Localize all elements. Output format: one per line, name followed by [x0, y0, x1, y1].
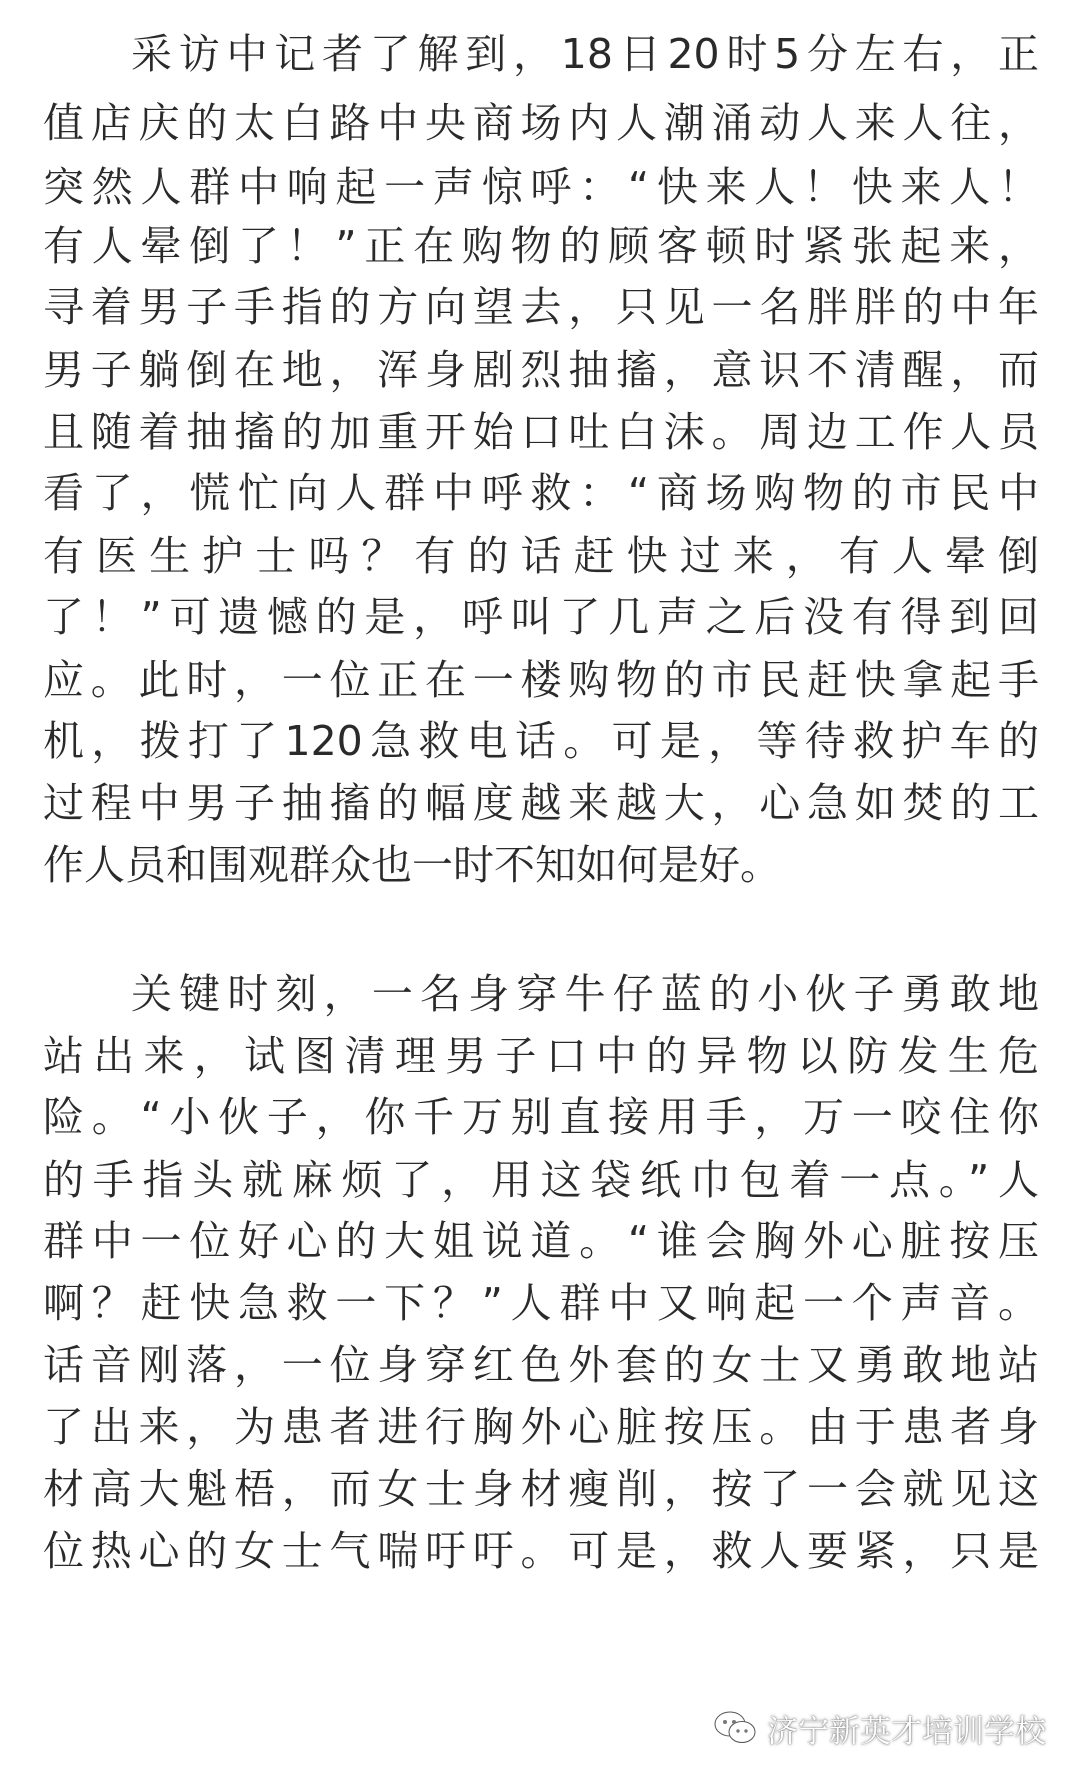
text-line: 男子躺倒在地，浑身剧烈抽搐，意识不清醒，而: [43, 346, 1039, 394]
text-line: 采访中记者了解到，18日20时5分左右，正: [131, 30, 1039, 78]
text-line: 啊？赶快急救一下？”人群中又响起一个声音。: [43, 1279, 1039, 1327]
text-line: 有医生护士吗？有的话赶快过来，有人晕倒: [43, 532, 1039, 580]
watermark-text: 济宁新英才培训学校: [767, 1713, 1046, 1750]
text-line: 险。“小伙子，你千万别直接用手，万一咬住你: [43, 1093, 1039, 1141]
text-line: 的手指头就麻烦了，用这袋纸巾包着一点。”人: [43, 1156, 1039, 1204]
text-line: 突然人群中响起一声惊呼：“快来人！快来人！: [43, 163, 1039, 211]
text-line: 应。此时，一位正在一楼购物的市民赶快拿起手: [43, 656, 1039, 704]
text-line: 了出来，为患者进行胸外心脏按压。由于患者身: [43, 1403, 1039, 1451]
text-line: 作人员和围观群众也一时不知如何是好。: [43, 841, 781, 889]
text-line: 站出来，试图清理男子口中的异物以防发生危: [43, 1032, 1039, 1080]
text-line: 寻着男子手指的方向望去，只见一名胖胖的中年: [43, 283, 1039, 331]
text-line: 有人晕倒了！”正在购物的顾客顿时紧张起来，: [43, 222, 1039, 270]
text-line: 了！”可遗憾的是，呼叫了几声之后没有得到回: [43, 593, 1039, 641]
text-line: 看了，慌忙向人群中呼救：“商场购物的市民中: [43, 469, 1039, 517]
wechat-channel-icon: [713, 1709, 757, 1747]
watermark: [713, 1700, 1046, 1756]
text-line: 话音刚落，一位身穿红色外套的女士又勇敢地站: [43, 1341, 1039, 1389]
text-line: 过程中男子抽搐的幅度越来越大，心急如焚的工: [43, 779, 1039, 827]
text-line: 关键时刻，一名身穿牛仔蓝的小伙子勇敢地: [131, 970, 1039, 1018]
text-line: 机，拨打了120急救电话。可是，等待救护车的: [43, 717, 1039, 765]
text-line: 值店庆的太白路中央商场内人潮涌动人来人往，: [43, 99, 1039, 147]
text-line: 位热心的女士气喘吁吁。可是，救人要紧，只是: [43, 1527, 1039, 1575]
text-line: 且随着抽搐的加重开始口吐白沫。周边工作人员: [43, 408, 1039, 456]
text-line: 群中一位好心的大姐说道。“谁会胸外心脏按压: [43, 1217, 1039, 1265]
text-line: 材高大魁梧，而女士身材瘦削，按了一会就见这: [43, 1465, 1039, 1513]
